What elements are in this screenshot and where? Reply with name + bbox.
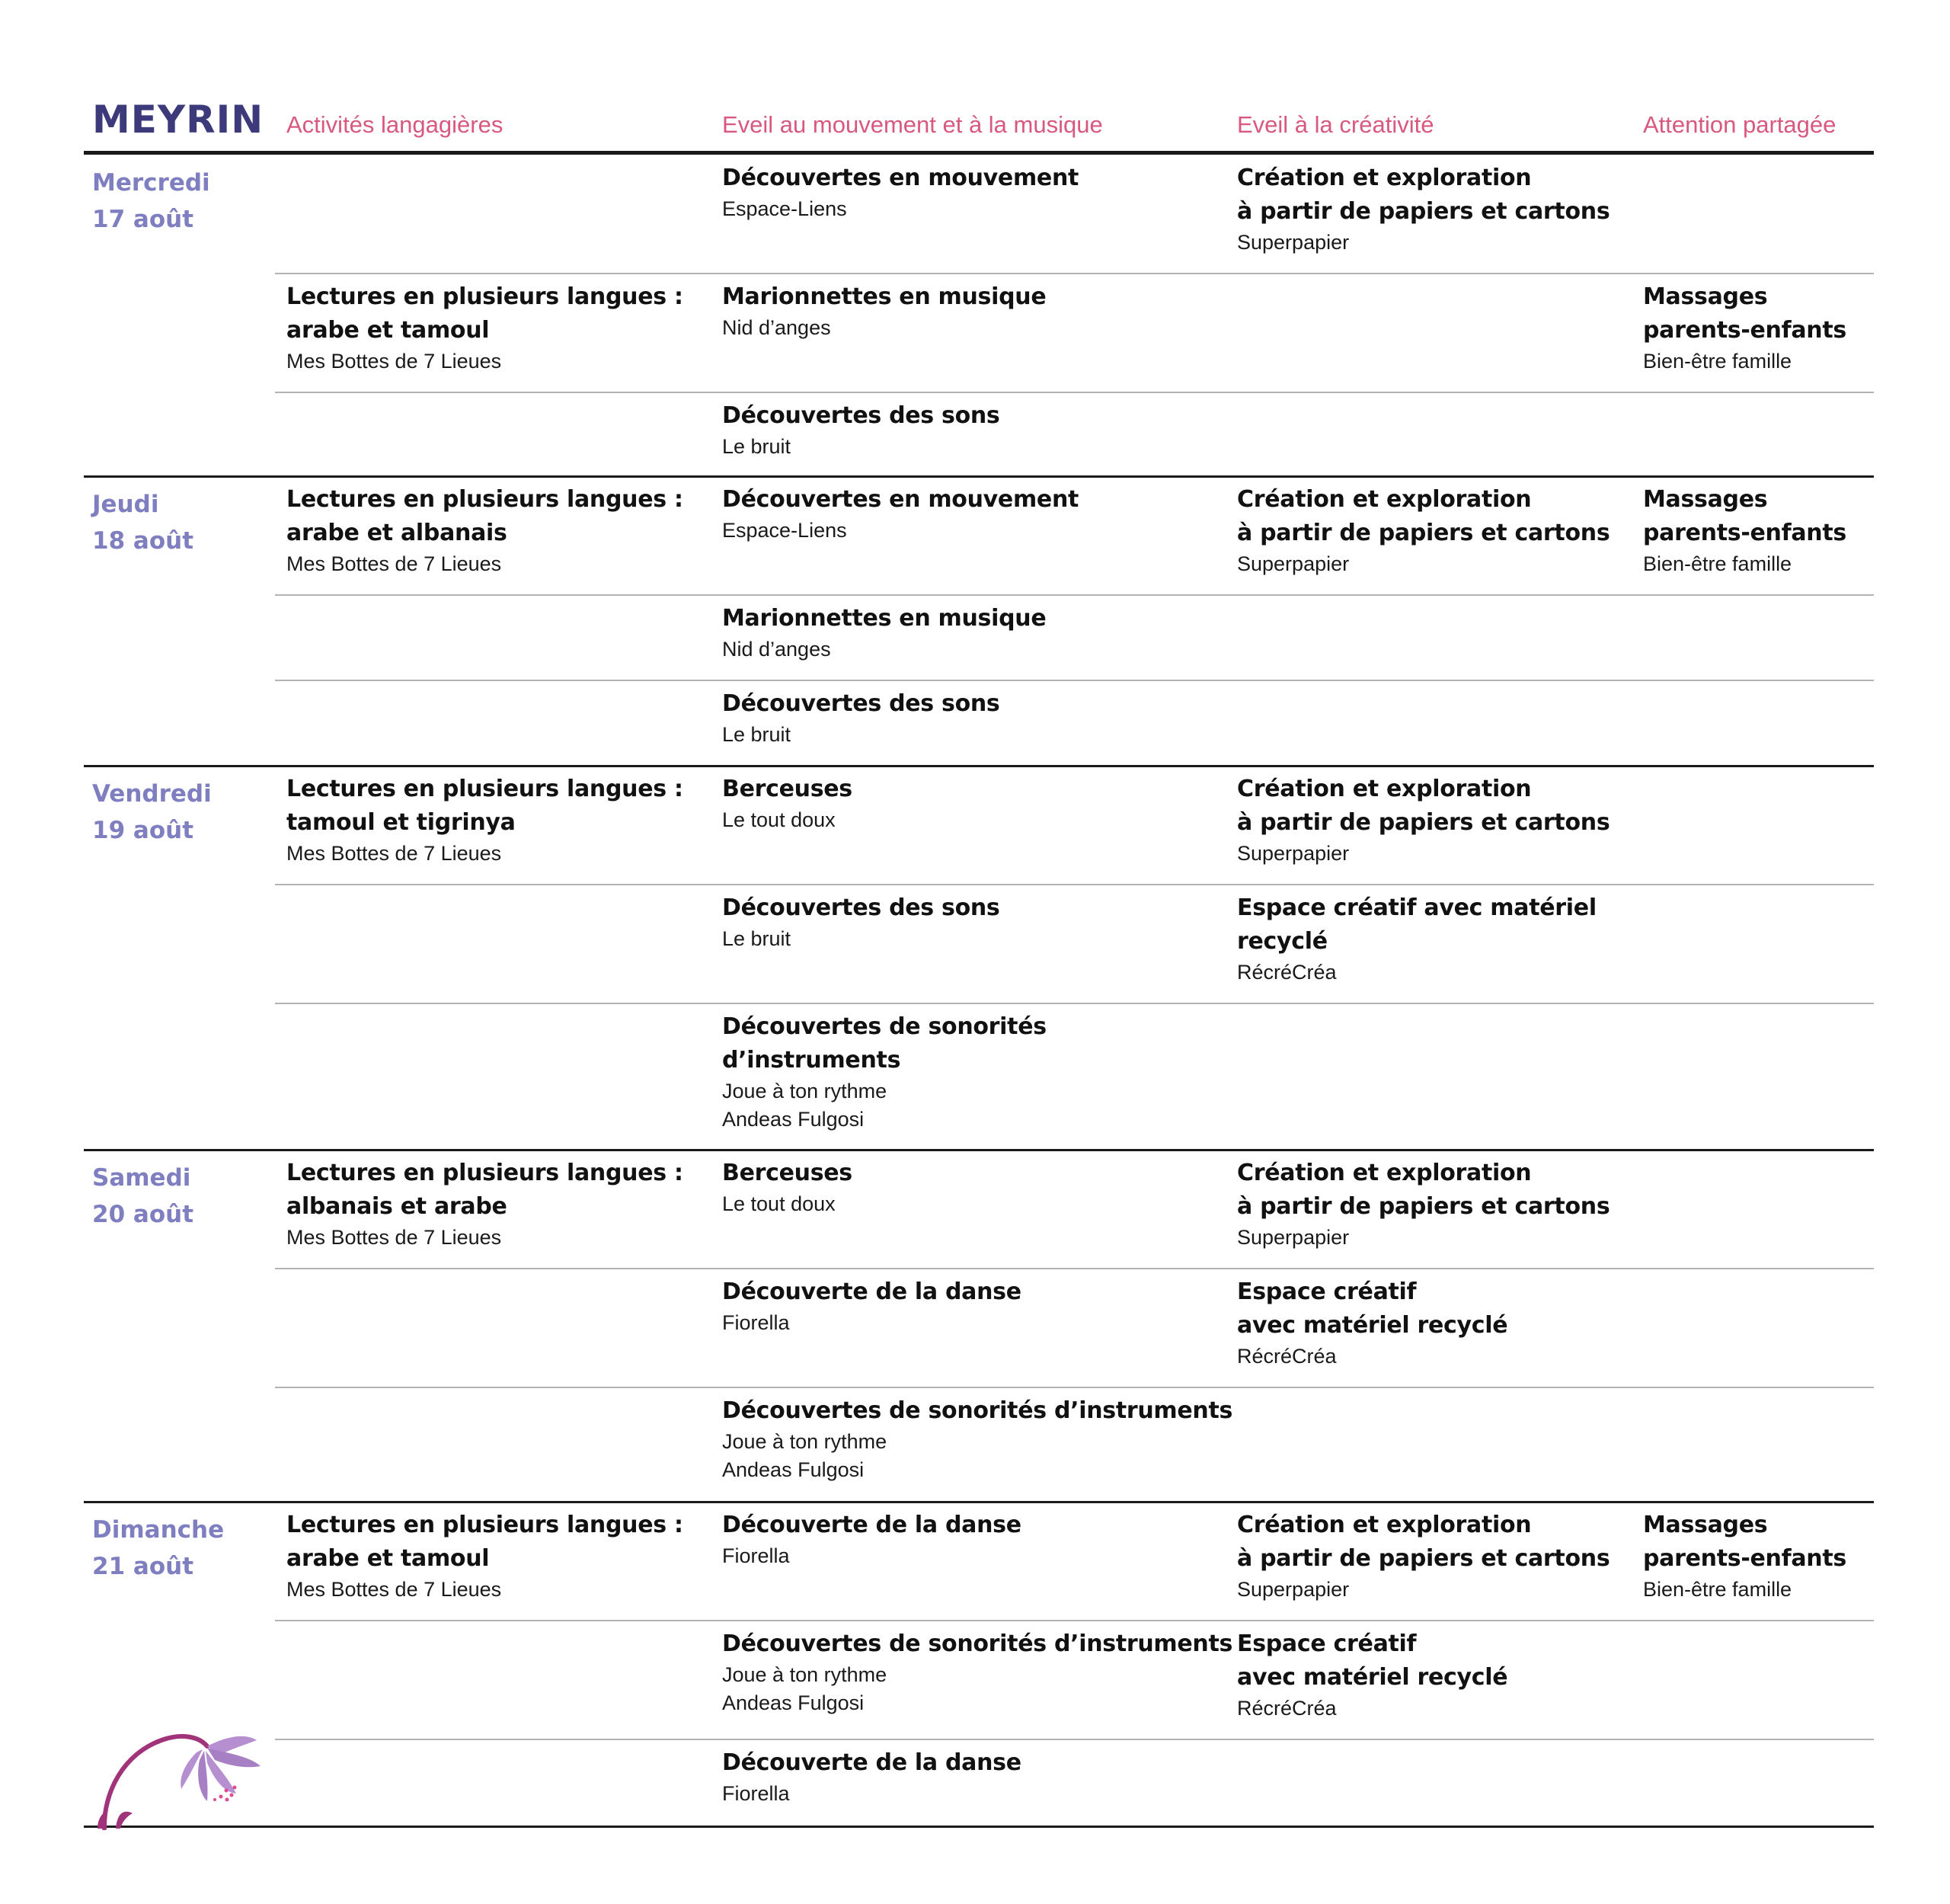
activity-language: [286, 1509, 683, 1604]
activity-movement: [722, 483, 1079, 545]
day-date: 17 août: [92, 206, 194, 233]
activity-title: Lectures en plusieurs langues :: [286, 1512, 683, 1538]
activity-attention: [1643, 280, 1846, 376]
day-divider: [84, 475, 1874, 478]
activity-movement: [722, 602, 1046, 664]
activity-provider: Nid d’anges: [722, 316, 831, 339]
row-separator: [275, 1268, 1874, 1269]
activity-title: Espace créatif: [1237, 1630, 1417, 1657]
activity-title: arabe et tamoul: [286, 317, 490, 344]
activity-language: [286, 1157, 683, 1252]
activity-title: Découverte de la danse: [722, 1278, 1021, 1305]
activity-provider: Fiorella: [722, 1782, 790, 1805]
row-separator: [275, 594, 1874, 596]
activity-title: Découvertes de sonorités d’instruments: [722, 1397, 1233, 1424]
activity-provider: Mes Bottes de 7 Lieues: [286, 1578, 502, 1601]
activity-title: albanais et arabe: [286, 1193, 507, 1220]
activity-title: Création et exploration: [1237, 1160, 1532, 1186]
activity-provider: Le bruit: [722, 927, 791, 950]
activity-title: recyclé: [1237, 928, 1328, 955]
day-date: 19 août: [92, 817, 194, 844]
activity-title: Lectures en plusieurs langues :: [286, 1160, 683, 1186]
activity-creativity: [1237, 1157, 1610, 1252]
day-divider: [84, 1149, 1874, 1151]
activity-title: avec matériel recyclé: [1237, 1664, 1508, 1691]
activity-title: Création et exploration: [1237, 776, 1532, 802]
activity-title: Lectures en plusieurs langues :: [286, 283, 683, 310]
row-separator: [275, 1387, 1874, 1388]
activity-provider: Superpapier: [1237, 1578, 1350, 1601]
activity-creativity: [1237, 483, 1610, 578]
activity-attention: [1643, 1509, 1846, 1604]
activity-title: Berceuses: [722, 776, 852, 802]
activity-title: Découvertes des sons: [722, 402, 1000, 429]
activity-provider: Joue à ton rythme: [722, 1430, 887, 1453]
activity-movement: [722, 773, 852, 834]
activity-provider: Mes Bottes de 7 Lieues: [286, 1226, 502, 1249]
activity-title: Découvertes en mouvement: [722, 165, 1079, 191]
activity-movement: [722, 162, 1079, 223]
row-separator: [275, 1620, 1874, 1621]
day-divider: [84, 765, 1874, 767]
activity-language: [286, 773, 683, 868]
day-label: [92, 165, 210, 238]
activity-provider: Superpapier: [1237, 552, 1350, 575]
activity-provider: Andeas Fulgosi: [722, 1691, 865, 1714]
activity-title: d’instruments: [722, 1047, 901, 1074]
activity-creativity: [1237, 1509, 1610, 1604]
activity-title: Massages: [1643, 1512, 1768, 1538]
activity-provider: Superpapier: [1237, 231, 1350, 254]
activity-title: Création et exploration: [1237, 165, 1532, 191]
activity-title: Espace créatif avec matériel: [1237, 894, 1597, 921]
day-label: [92, 1512, 224, 1585]
activity-title: à partir de papiers et cartons: [1237, 520, 1610, 546]
day-label: [92, 776, 212, 849]
activity-language: [286, 483, 683, 578]
activity-title: à partir de papiers et cartons: [1237, 1545, 1610, 1572]
activity-movement: [722, 687, 1000, 749]
activity-creativity: [1237, 1275, 1507, 1371]
activity-title: Marionnettes en musique: [722, 605, 1047, 632]
activity-title: parents-enfants: [1643, 317, 1846, 344]
activity-provider: Espace-Liens: [722, 197, 847, 220]
activity-title: tamoul et tigrinya: [286, 809, 516, 836]
activity-title: parents-enfants: [1643, 1545, 1846, 1572]
row-separator: [275, 884, 1874, 885]
activity-title: Lectures en plusieurs langues :: [286, 776, 683, 802]
activity-provider: Andeas Fulgosi: [722, 1108, 865, 1131]
activity-title: Découvertes de sonorités d’instruments: [722, 1630, 1233, 1657]
activity-provider: Le tout doux: [722, 1192, 836, 1215]
activity-provider: Fiorella: [722, 1311, 790, 1334]
activity-movement: [722, 280, 1046, 342]
activity-provider: RécréCréa: [1237, 961, 1337, 984]
activity-creativity: [1237, 773, 1610, 868]
activity-title: arabe et albanais: [286, 520, 507, 546]
day-label: [92, 1160, 193, 1233]
column-header-creativity: Eveil à la créativité: [1237, 111, 1434, 138]
activity-provider: Mes Bottes de 7 Lieues: [286, 842, 502, 865]
activity-title: Massages: [1643, 486, 1768, 513]
activity-title: parents-enfants: [1643, 520, 1846, 546]
day-date: 21 août: [92, 1553, 194, 1580]
activity-provider: Fiorella: [722, 1544, 790, 1567]
activity-movement: [722, 1010, 1047, 1134]
activity-title: Découverte de la danse: [722, 1512, 1021, 1538]
activity-provider: Le bruit: [722, 435, 791, 458]
activity-title: à partir de papiers et cartons: [1237, 809, 1610, 836]
activity-title: Massages: [1643, 283, 1768, 310]
day-name: Jeudi: [92, 491, 159, 518]
activity-provider: Mes Bottes de 7 Lieues: [286, 350, 502, 373]
column-header-shared-attention: Attention partagée: [1643, 111, 1837, 138]
activity-title: Création et exploration: [1237, 486, 1532, 513]
activity-movement: [722, 1509, 1021, 1570]
activity-title: à partir de papiers et cartons: [1237, 1193, 1610, 1220]
activity-movement: [722, 1157, 852, 1218]
day-name: Vendredi: [92, 780, 212, 808]
activity-provider: Bien-être famille: [1643, 552, 1792, 575]
activity-title: Marionnettes en musique: [722, 283, 1047, 310]
activity-movement: [722, 1746, 1021, 1808]
activity-provider: Le bruit: [722, 723, 791, 746]
day-date: 18 août: [92, 527, 194, 555]
activity-movement: [722, 1627, 1232, 1717]
activity-provider: Superpapier: [1237, 1226, 1350, 1249]
flower-illustration: [93, 1723, 268, 1830]
day-date: 20 août: [92, 1201, 194, 1228]
day-name: Mercredi: [92, 169, 210, 197]
day-name: Dimanche: [92, 1516, 225, 1544]
row-separator: [275, 1003, 1874, 1004]
activity-title: Création et exploration: [1237, 1512, 1532, 1538]
activity-movement: [722, 1394, 1232, 1484]
row-separator: [275, 680, 1874, 681]
activity-language: [286, 280, 683, 376]
activity-provider: RécréCréa: [1237, 1345, 1337, 1368]
activity-movement: [722, 399, 1000, 461]
activity-creativity: [1237, 162, 1610, 257]
activity-provider: Le tout doux: [722, 808, 836, 831]
activity-provider: Joue à ton rythme: [722, 1663, 887, 1686]
page-title: MEYRIN: [92, 98, 264, 142]
activity-title: Découverte de la danse: [722, 1749, 1021, 1776]
day-label: [92, 486, 193, 559]
activity-provider: RécréCréa: [1237, 1697, 1337, 1720]
activity-title: avec matériel recyclé: [1237, 1312, 1508, 1339]
activity-provider: Nid d’anges: [722, 638, 831, 661]
column-header-movement-music: Eveil au mouvement et à la musique: [722, 111, 1103, 138]
activity-title: Découvertes des sons: [722, 894, 1000, 921]
activity-provider: Superpapier: [1237, 842, 1350, 865]
activity-movement: [722, 1275, 1021, 1337]
activity-movement: [722, 891, 1000, 953]
activity-creativity: [1237, 1627, 1507, 1723]
day-name: Samedi: [92, 1164, 191, 1192]
activity-title: Espace créatif: [1237, 1278, 1417, 1305]
activity-provider: Mes Bottes de 7 Lieues: [286, 552, 502, 575]
activity-title: Découvertes des sons: [722, 690, 1000, 717]
activity-title: Découvertes de sonorités: [722, 1013, 1047, 1040]
day-divider: [84, 1501, 1874, 1503]
activity-title: Découvertes en mouvement: [722, 486, 1079, 513]
row-separator: [275, 1739, 1874, 1740]
activity-title: à partir de papiers et cartons: [1237, 198, 1610, 225]
row-separator: [275, 273, 1874, 274]
activity-provider: Andeas Fulgosi: [722, 1458, 865, 1481]
activity-title: Berceuses: [722, 1160, 852, 1186]
activity-attention: [1643, 483, 1846, 578]
day-divider: [84, 1826, 1874, 1828]
activity-provider: Bien-être famille: [1643, 350, 1792, 373]
activity-creativity: [1237, 891, 1597, 987]
activity-provider: Joue à ton rythme: [722, 1080, 887, 1102]
activity-title: arabe et tamoul: [286, 1545, 490, 1572]
activity-provider: Espace-Liens: [722, 519, 847, 542]
row-separator: [275, 392, 1874, 393]
header-divider: [84, 151, 1874, 155]
column-header-language: Activités langagières: [286, 111, 503, 138]
activity-title: Lectures en plusieurs langues :: [286, 486, 683, 513]
activity-provider: Bien-être famille: [1643, 1578, 1792, 1601]
